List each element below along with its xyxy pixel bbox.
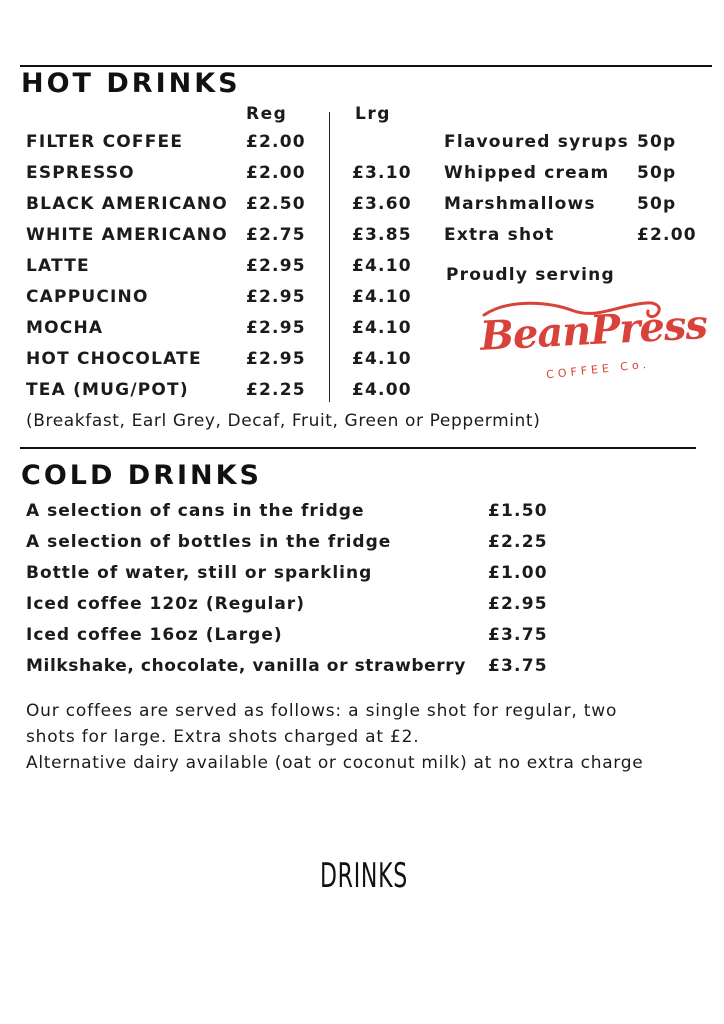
- size-column-divider: [329, 112, 330, 402]
- hot-item-reg-price: £2.95: [246, 256, 306, 276]
- extra-item-price: 50p: [637, 163, 677, 183]
- cold-item-price: £2.95: [488, 594, 548, 614]
- extra-item-price: 50p: [637, 132, 677, 152]
- hot-drinks-heading: HOT DRINKS: [21, 68, 241, 99]
- hot-item-name: ESPRESSO: [26, 163, 135, 183]
- hot-item-name: MOCHA: [26, 318, 104, 338]
- tea-varieties-note: (Breakfast, Earl Grey, Decaf, Fruit, Green or Peppermint): [26, 411, 541, 431]
- hot-item-reg-price: £2.75: [246, 225, 306, 245]
- cold-item-name: Iced coffee 16oz (Large): [26, 625, 283, 645]
- cold-item-price: £2.25: [488, 532, 548, 552]
- hot-item-name: BLACK AMERICANO: [26, 194, 228, 214]
- extra-item-price: £2.00: [637, 225, 697, 245]
- cold-item-price: £1.00: [488, 563, 548, 583]
- cold-item-name: Bottle of water, still or sparkling: [26, 563, 373, 583]
- hot-item-lrg-price: £4.10: [352, 318, 412, 338]
- hot-item-lrg-price: £3.85: [352, 225, 412, 245]
- cold-item-name: A selection of bottles in the fridge: [26, 532, 392, 552]
- hot-item-name: LATTE: [26, 256, 90, 276]
- cold-item-price: £3.75: [488, 656, 548, 676]
- cold-item-name: A selection of cans in the fridge: [26, 501, 365, 521]
- hot-item-lrg-price: £4.10: [352, 349, 412, 369]
- hot-item-name: WHITE AMERICANO: [26, 225, 228, 245]
- hot-item-reg-price: £2.00: [246, 132, 306, 152]
- beanpress-logo: [478, 295, 708, 390]
- serving-note-line: shots for large. Extra shots charged at £2.: [26, 727, 420, 747]
- hot-item-lrg-price: £4.10: [352, 256, 412, 276]
- hot-item-name: CAPPUCINO: [26, 287, 149, 307]
- cold-drinks-heading: COLD DRINKS: [21, 460, 262, 491]
- extra-item-price: 50p: [637, 194, 677, 214]
- serving-note-line: Our coffees are served as follows: a single shot for regular, two: [26, 701, 618, 721]
- hot-item-reg-price: £2.00: [246, 163, 306, 183]
- hot-item-reg-price: £2.95: [246, 318, 306, 338]
- large-size-header: Lrg: [355, 104, 391, 124]
- hot-item-lrg-price: £4.10: [352, 287, 412, 307]
- hot-item-reg-price: £2.95: [246, 287, 306, 307]
- hot-item-lrg-price: £4.00: [352, 380, 412, 400]
- hot-item-lrg-price: £3.10: [352, 163, 412, 183]
- hot-item-reg-price: £2.50: [246, 194, 306, 214]
- regular-size-header: Reg: [246, 104, 288, 124]
- hot-item-name: FILTER COFFEE: [26, 132, 184, 152]
- logo-wordmark: BeanPress: [478, 301, 708, 360]
- cold-item-price: £1.50: [488, 501, 548, 521]
- footer-title: DRINKS: [320, 856, 408, 896]
- hot-item-reg-price: £2.95: [246, 349, 306, 369]
- cold-item-name: Milkshake, chocolate, vanilla or strawberry: [26, 656, 466, 676]
- logo-subtitle: COFFEE Co.: [545, 357, 651, 382]
- dairy-note-line: Alternative dairy available (oat or coconut milk) at no extra charge: [26, 753, 644, 773]
- hot-item-lrg-price: £3.60: [352, 194, 412, 214]
- top-divider: [20, 65, 712, 67]
- cold-item-name: Iced coffee 120z (Regular): [26, 594, 305, 614]
- section-divider: [20, 447, 696, 449]
- extra-item-name: Extra shot: [444, 225, 555, 245]
- hot-item-reg-price: £2.25: [246, 380, 306, 400]
- proudly-serving-label: Proudly serving: [446, 265, 615, 285]
- extra-item-name: Marshmallows: [444, 194, 596, 214]
- extra-item-name: Whipped cream: [444, 163, 610, 183]
- cold-item-price: £3.75: [488, 625, 548, 645]
- hot-item-name: TEA (MUG/POT): [26, 380, 189, 400]
- hot-item-name: HOT CHOCOLATE: [26, 349, 202, 369]
- extra-item-name: Flavoured syrups: [444, 132, 629, 152]
